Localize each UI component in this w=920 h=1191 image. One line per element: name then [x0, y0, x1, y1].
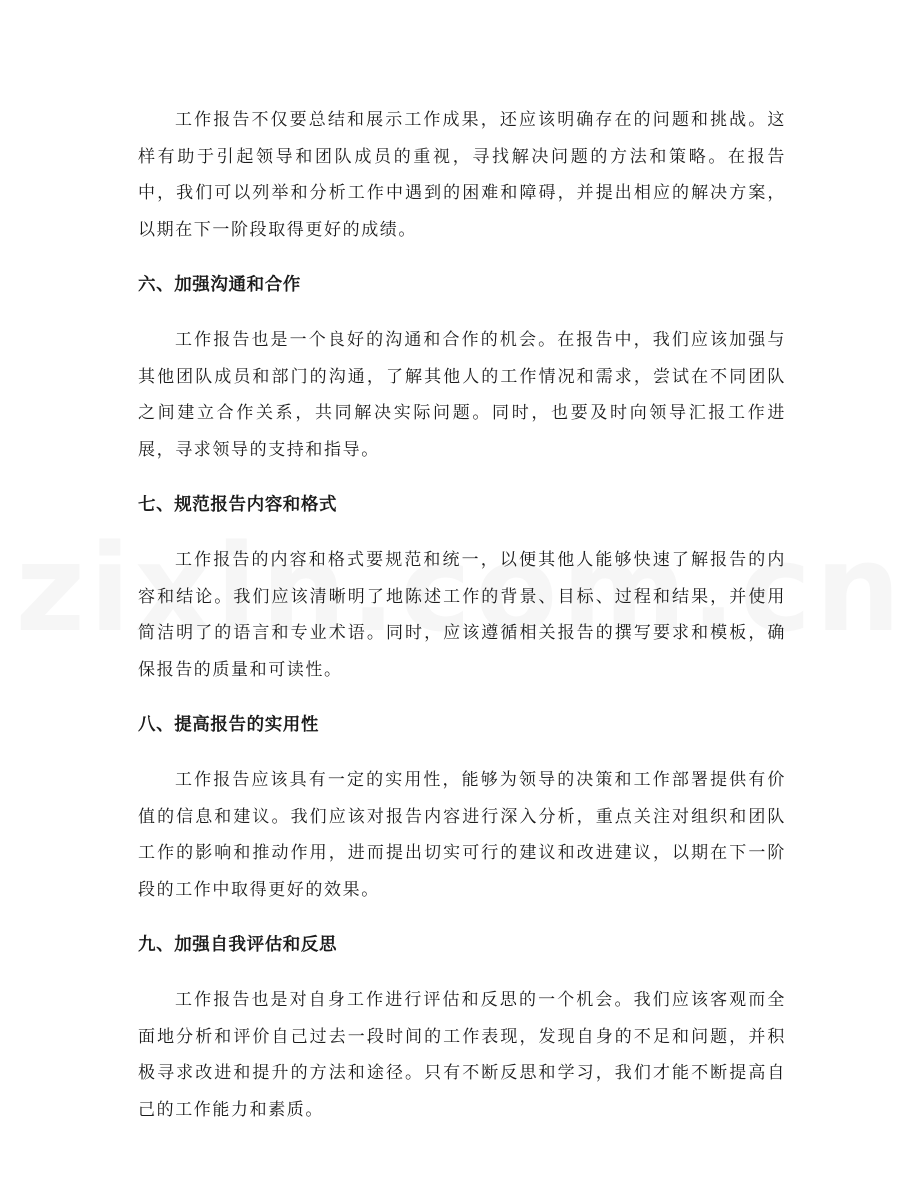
paragraph-section-6: 工作报告也是一个良好的沟通和合作的机会。在报告中，我们应该加强与其他团队成员和部门的沟通，了解其他人的工作情况和需求，尝试在不同团队之间建立合作关系，共同解决实际问题。同时，也要及时向领导汇报工作进展，寻求领导的支持和指导。	[138, 330, 786, 460]
section-heading-8: 八、提高报告的实用性	[138, 715, 319, 735]
document-body	[138, 102, 786, 1128]
section-heading-9: 九、加强自我评估和反思	[138, 935, 338, 955]
paragraph-section-8: 工作报告应该具有一定的实用性，能够为领导的决策和工作部署提供有价值的信息和建议。我们应该对报告内容进行深入分析，重点关注对组织和团队工作的影响和推动作用，进而提出切实可行的建议和改进建议，以期在下一阶段的工作中取得更好的效果。	[138, 770, 786, 900]
paragraph-intro: 工作报告不仅要总结和展示工作成果，还应该明确存在的问题和挑战。这样有助于引起领导和团队成员的重视，寻找解决问题的方法和策略。在报告中，我们可以列举和分析工作中遇到的困难和障碍，并提出相应的解决方案，以期在下一阶段取得更好的成绩。	[138, 110, 786, 240]
section-heading-6: 六、加强沟通和合作	[138, 275, 301, 295]
paragraph-section-9: 工作报告也是对自身工作进行评估和反思的一个机会。我们应该客观而全面地分析和评价自己过去一段时间的工作表现，发现自身的不足和问题，并积极寻求改进和提升的方法和途径。只有不断反思和学习，我们才能不断提高自己的工作能力和素质。	[138, 990, 786, 1120]
section-heading-7: 七、规范报告内容和格式	[138, 495, 338, 515]
paragraph-section-7: 工作报告的内容和格式要规范和统一，以便其他人能够快速了解报告的内容和结论。我们应该清晰明了地陈述工作的背景、目标、过程和结果，并使用简洁明了的语言和专业术语。同时，应该遵循相关报告的撰写要求和模板，确保报告的质量和可读性。	[138, 550, 786, 680]
